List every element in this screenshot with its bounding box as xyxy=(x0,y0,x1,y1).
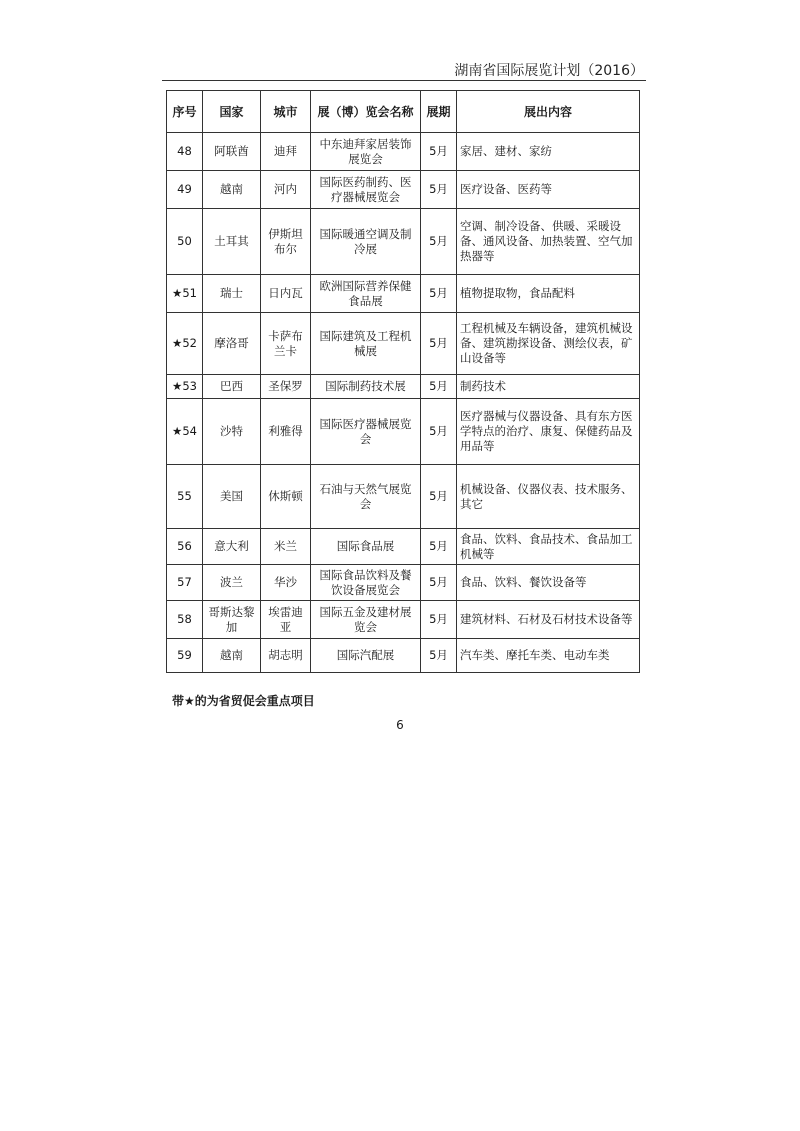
cell-content: 植物提取物，食品配料 xyxy=(457,275,640,313)
document-header-title: 湖南省国际展览计划（2016） xyxy=(454,63,644,79)
table-row xyxy=(167,209,640,275)
cell-expo-name: 国际建筑及工程机械展 xyxy=(311,313,421,375)
cell-country: 波兰 xyxy=(203,565,261,601)
cell-no: ★51 xyxy=(167,275,203,313)
cell-no: 57 xyxy=(167,565,203,601)
cell-country: 越南 xyxy=(203,639,261,673)
cell-country: 越南 xyxy=(203,171,261,209)
cell-period: 5月 xyxy=(421,639,457,673)
table-row xyxy=(167,565,640,601)
table-row xyxy=(167,601,640,639)
cell-no: 59 xyxy=(167,639,203,673)
column-header-city: 城市 xyxy=(261,91,311,133)
exhibition-table xyxy=(166,90,640,673)
cell-city: 圣保罗 xyxy=(261,375,311,399)
cell-period: 5月 xyxy=(421,601,457,639)
cell-content: 食品、饮料、餐饮设备等 xyxy=(457,565,640,601)
cell-content: 汽车类、摩托车类、电动车类 xyxy=(457,639,640,673)
cell-no: 56 xyxy=(167,529,203,565)
table-row xyxy=(167,399,640,465)
cell-no: ★53 xyxy=(167,375,203,399)
cell-country: 意大利 xyxy=(203,529,261,565)
cell-city: 卡萨布兰卡 xyxy=(261,313,311,375)
cell-period: 5月 xyxy=(421,209,457,275)
cell-content: 家居、建材、家纺 xyxy=(457,133,640,171)
cell-no: 55 xyxy=(167,465,203,529)
column-header-expo-name: 展（博）览会名称 xyxy=(311,91,421,133)
cell-country: 巴西 xyxy=(203,375,261,399)
cell-country: 摩洛哥 xyxy=(203,313,261,375)
cell-expo-name: 国际制药技术展 xyxy=(311,375,421,399)
cell-country: 沙特 xyxy=(203,399,261,465)
table-row xyxy=(167,133,640,171)
table-row xyxy=(167,529,640,565)
cell-city: 日内瓦 xyxy=(261,275,311,313)
cell-city: 胡志明 xyxy=(261,639,311,673)
table-row xyxy=(167,639,640,673)
cell-period: 5月 xyxy=(421,275,457,313)
cell-content: 医疗设备、医药等 xyxy=(457,171,640,209)
cell-no: ★52 xyxy=(167,313,203,375)
cell-period: 5月 xyxy=(421,375,457,399)
cell-content: 建筑材料、石材及石材技术设备等 xyxy=(457,601,640,639)
table-row xyxy=(167,275,640,313)
cell-period: 5月 xyxy=(421,399,457,465)
column-header-content: 展出内容 xyxy=(457,91,640,133)
cell-no: 58 xyxy=(167,601,203,639)
cell-country: 哥斯达黎加 xyxy=(203,601,261,639)
cell-expo-name: 国际医疗器械展览会 xyxy=(311,399,421,465)
cell-content: 空调、制冷设备、供暖、采暖设备、通风设备、加热装置、空气加热器等 xyxy=(457,209,640,275)
cell-expo-name: 国际食品展 xyxy=(311,529,421,565)
cell-expo-name: 欧洲国际营养保健食品展 xyxy=(311,275,421,313)
cell-content: 制药技术 xyxy=(457,375,640,399)
cell-expo-name: 国际汽配展 xyxy=(311,639,421,673)
column-header-period: 展期 xyxy=(421,91,457,133)
table-row xyxy=(167,171,640,209)
table-row xyxy=(167,375,640,399)
cell-city: 休斯顿 xyxy=(261,465,311,529)
cell-expo-name: 中东迪拜家居装饰展览会 xyxy=(311,133,421,171)
cell-expo-name: 国际食品饮料及餐饮设备展览会 xyxy=(311,565,421,601)
cell-country: 美国 xyxy=(203,465,261,529)
page-number: 6 xyxy=(396,718,404,732)
cell-content: 工程机械及车辆设备，建筑机械设备、建筑勘探设备、测绘仪表，矿山设备等 xyxy=(457,313,640,375)
cell-no: 49 xyxy=(167,171,203,209)
cell-city: 伊斯坦布尔 xyxy=(261,209,311,275)
table-row xyxy=(167,465,640,529)
cell-country: 瑞士 xyxy=(203,275,261,313)
cell-content: 医疗器械与仪器设备、具有东方医学特点的治疗、康复、保健药品及用品等 xyxy=(457,399,640,465)
cell-period: 5月 xyxy=(421,465,457,529)
cell-no: 48 xyxy=(167,133,203,171)
cell-period: 5月 xyxy=(421,565,457,601)
cell-city: 埃雷迪亚 xyxy=(261,601,311,639)
cell-content: 机械设备、仪器仪表、技术服务、其它 xyxy=(457,465,640,529)
header-divider xyxy=(162,80,646,81)
cell-city: 河内 xyxy=(261,171,311,209)
cell-expo-name: 石油与天然气展览会 xyxy=(311,465,421,529)
table-row xyxy=(167,313,640,375)
cell-expo-name: 国际五金及建材展览会 xyxy=(311,601,421,639)
cell-city: 米兰 xyxy=(261,529,311,565)
cell-city: 迪拜 xyxy=(261,133,311,171)
cell-city: 华沙 xyxy=(261,565,311,601)
cell-no: 50 xyxy=(167,209,203,275)
table-header-row xyxy=(167,91,640,133)
cell-period: 5月 xyxy=(421,171,457,209)
cell-city: 利雅得 xyxy=(261,399,311,465)
footnote: 带★的为省贸促会重点项目 xyxy=(172,694,315,708)
cell-expo-name: 国际医药制药、医疗器械展览会 xyxy=(311,171,421,209)
cell-period: 5月 xyxy=(421,313,457,375)
cell-content: 食品、饮料、食品技术、食品加工机械等 xyxy=(457,529,640,565)
column-header-no: 序号 xyxy=(167,91,203,133)
cell-country: 土耳其 xyxy=(203,209,261,275)
cell-country: 阿联酋 xyxy=(203,133,261,171)
cell-expo-name: 国际暖通空调及制冷展 xyxy=(311,209,421,275)
cell-period: 5月 xyxy=(421,133,457,171)
column-header-country: 国家 xyxy=(203,91,261,133)
cell-no: ★54 xyxy=(167,399,203,465)
cell-period: 5月 xyxy=(421,529,457,565)
